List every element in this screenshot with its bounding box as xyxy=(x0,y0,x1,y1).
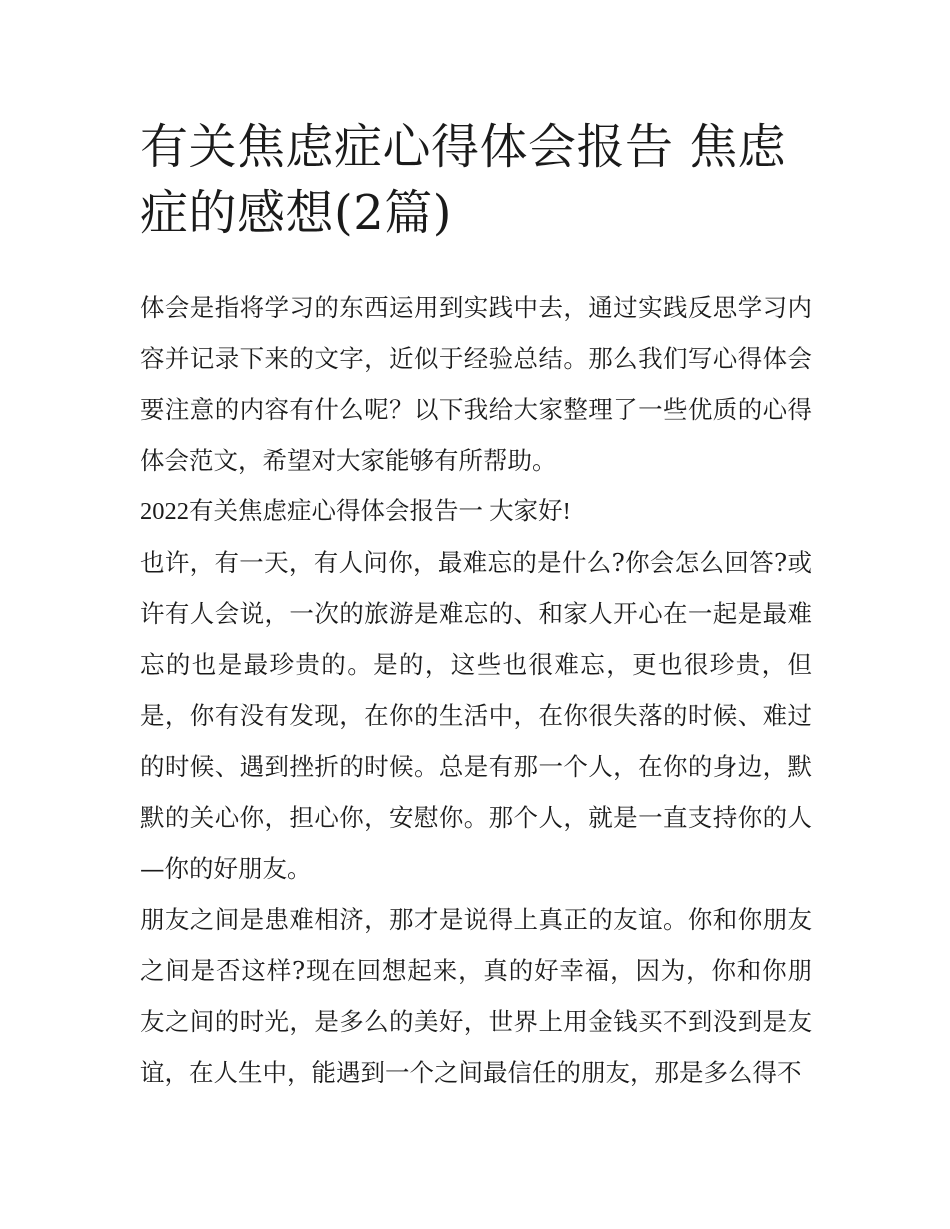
document-body xyxy=(140,282,812,1098)
intro-paragraph: 体会是指将学习的东西运用到实践中去，通过实践反思学习内容并记录下来的文字，近似于经验总结。那么我们写心得体会要注意的内容有什么呢？以下我给大家整理了一些优质的心得体会范文，希望对大家能够有所帮助。 xyxy=(140,293,812,475)
body-paragraph: 朋友之间是患难相济，那才是说得上真正的友谊。你和你朋友之间是否这样?现在回想起来，真的好幸福，因为，你和你朋友之间的时光，是多么的美好，世界上用金钱买不到没到是友谊，在人生中，能遇到一个之间最信任的朋友，那是多么得不 xyxy=(140,905,812,1087)
section-heading: 2022有关焦虑症心得体会报告一 大家好! xyxy=(140,498,571,525)
body-paragraph: 也许，有一天，有人问你，最难忘的是什么?你会怎么回答?或许有人会说，一次的旅游是难忘的、和家人开心在一起是最难忘的也是最珍贵的。是的，这些也很难忘，更也很珍贵，但是，你有没有发现，在你的生活中，在你很失落的时候、难过的时候、遇到挫折的时候。总是有那一个人，在你的身边，默默的关心你，担心你，安慰你。那个人，就是一直支持你的人—你的好朋友。 xyxy=(140,548,812,883)
document-title: 有关焦虑症心得体会报告 焦虑症的感想(2篇) xyxy=(140,119,787,241)
